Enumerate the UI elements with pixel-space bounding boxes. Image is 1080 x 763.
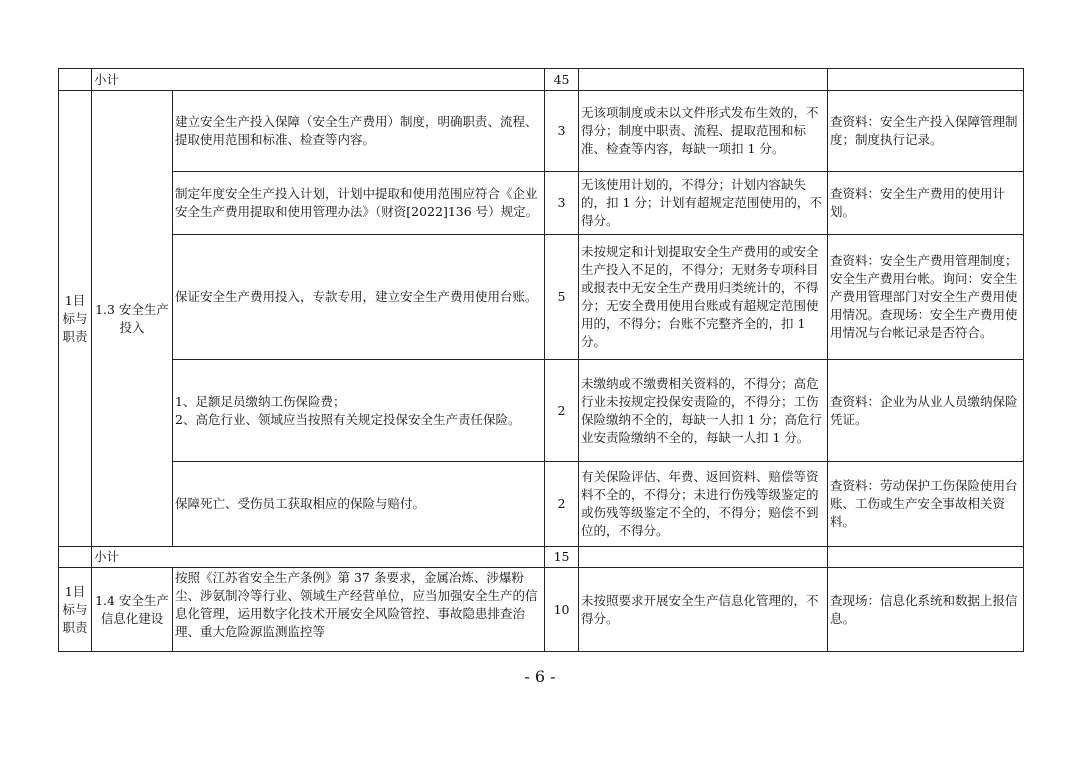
category-cell: 1目标与职责 — [59, 91, 92, 547]
page-number: - 6 - — [524, 667, 556, 686]
content-cell: 1、足额足员缴纳工伤保险费； 2、高危行业、领域应当按照有关规定投保安全生产责任保险。 — [173, 360, 545, 462]
criteria-cell: 无该使用计划的，不得分；计划内容缺失的，扣 1 分；计划有超规定范围使用的，不得分。 — [579, 172, 828, 235]
empty-cell — [828, 547, 1024, 568]
score-cell: 3 — [545, 172, 579, 235]
criteria-cell: 未缴纳或不缴费相关资料的，不得分；高危行业未按规定投保安责险的，不得分；工伤保险缴纳不全的，每缺一人扣 1 分；高危行业安责险缴纳不全的，每缺一人扣 1 分。 — [579, 360, 828, 462]
content-cell: 保证安全生产费用投入，专款专用，建立安全生产费用使用台账。 — [173, 235, 545, 360]
subtotal-score: 15 — [545, 547, 579, 568]
score-cell: 2 — [545, 360, 579, 462]
table-row — [59, 91, 1024, 172]
method-cell: 查资料：企业为从业人员缴纳保险凭证。 — [828, 360, 1024, 462]
subtotal-row — [59, 69, 1024, 91]
empty-cell — [579, 69, 828, 91]
table-row — [59, 568, 1024, 652]
table-row — [59, 235, 1024, 360]
score-cell: 3 — [545, 91, 579, 172]
method-cell: 查资料：安全生产投入保障管理制度；制度执行记录。 — [828, 91, 1024, 172]
score-cell: 5 — [545, 235, 579, 360]
subtotal-row — [59, 547, 1024, 568]
category-cell: 1目标与职责 — [59, 568, 92, 652]
item-cell: 1.4 安全生产信息化建设 — [92, 568, 173, 652]
method-cell: 查资料：劳动保护工伤保险使用台账、工伤或生产安全事故相关资料。 — [828, 462, 1024, 547]
table-row — [59, 360, 1024, 462]
empty-cell — [828, 69, 1024, 91]
subtotal-score: 45 — [545, 69, 579, 91]
empty-cell — [59, 69, 92, 91]
score-cell: 10 — [545, 568, 579, 652]
item-cell: 1.3 安全生产投入 — [92, 91, 173, 547]
criteria-cell: 无该项制度或未以文件形式发布生效的，不得分；制度中职责、流程、提取范围和标准、检查等内容，每缺一项扣 1 分。 — [579, 91, 828, 172]
content-cell: 保障死亡、受伤员工获取相应的保险与赔付。 — [173, 462, 545, 547]
content-cell: 制定年度安全生产投入计划，计划中提取和使用范围应符合《企业安全生产费用提取和使用管理办法》（财资[2022]136 号）规定。 — [173, 172, 545, 235]
table-row — [59, 172, 1024, 235]
method-cell: 查资料：安全生产费用管理制度；安全生产费用台帐。询问：安全生产费用管理部门对安全生产费用使用情况。查现场：安全生产费用使用情况与台帐记录是否符合。 — [828, 235, 1024, 360]
score-cell: 2 — [545, 462, 579, 547]
criteria-cell: 未按规定和计划提取安全生产费用的或安全生产投入不足的，不得分；无财务专项科目或报表中无安全生产费用归类统计的，不得分；无安全费用使用台账或有超规定范围使用的，不得分；台账不完整齐全的，扣 1 分。 — [579, 235, 828, 360]
empty-cell — [579, 547, 828, 568]
method-cell: 查现场：信息化系统和数据上报信息。 — [828, 568, 1024, 652]
table-row — [59, 462, 1024, 547]
empty-cell — [59, 547, 92, 568]
criteria-cell: 未按照要求开展安全生产信息化管理的，不得分。 — [579, 568, 828, 652]
method-cell: 查资料：安全生产费用的使用计划。 — [828, 172, 1024, 235]
content-cell: 建立安全生产投入保障（安全生产费用）制度，明确职责、流程、提取使用范围和标准、检查等内容。 — [173, 91, 545, 172]
subtotal-label: 小计 — [92, 69, 545, 91]
subtotal-label: 小计 — [92, 547, 545, 568]
content-cell: 按照《江苏省安全生产条例》第 37 条要求，金属冶炼、涉爆粉尘、涉氨制冷等行业、领域生产经营单位，应当加强安全生产的信息化管理，运用数字化技术开展安全风险管控、事故隐患排查治理、重大危险源监测监控等 — [173, 568, 545, 652]
standards-table — [58, 68, 1024, 652]
criteria-cell: 有关保险评估、年费、返回资料、赔偿等资料不全的，不得分；未进行伤残等级鉴定的或伤残等级鉴定不全的，不得分；赔偿不到位的，不得分。 — [579, 462, 828, 547]
